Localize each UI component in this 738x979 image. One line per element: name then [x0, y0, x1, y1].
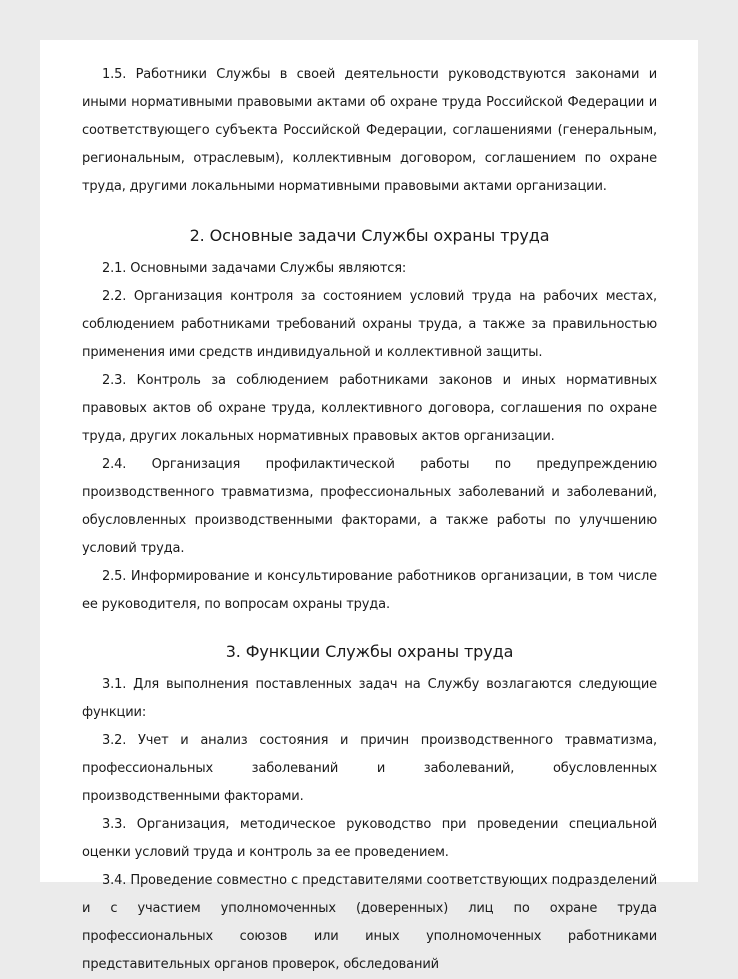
- paragraph-3-3: 3.3. Организация, методическое руководство при проведении специальной оценки условий труда и контроль за ее проведением.: [82, 817, 657, 860]
- section-3-title: 3. Функции Службы охраны труда: [225, 642, 514, 661]
- paragraph-2-5: 2.5. Информирование и консультирование работников организации, в том числе ее руководителя, по вопросам охраны труда.: [82, 569, 657, 612]
- paragraph-3-4: 3.4. Проведение совместно с представителями соответствующих подразделений и с участием уполномоченных (доверенных) лиц по охране труда профессиональных союзов или иных уполномоченных работниками представительных органов проверок, обследований: [82, 873, 657, 972]
- paragraph-3-2: 3.2. Учет и анализ состояния и причин производственного травматизма, профессиональных заболеваний и заболеваний, обусловленных производственными факторами.: [82, 733, 657, 804]
- paragraph-2-3: 2.3. Контроль за соблюдением работниками законов и иных нормативных правовых актов об охране труда, коллективного договора, соглашения по охране труда, других локальных нормативных правовых актов организации.: [82, 373, 657, 444]
- paragraph-1-5: 1.5. Работники Службы в своей деятельности руководствуются законами и иными нормативными правовыми актами об охране труда Российской Федерации и соответствующего субъекта Российской Федерации, соглашениями (генеральным, региональным, отраслевым), коллективным договором, соглашением по охране труда, другими локальными нормативными правовыми актами организации.: [82, 67, 657, 194]
- section-2-title: 2. Основные задачи Службы охраны труда: [189, 226, 550, 245]
- paragraph-2-1: 2.1. Основными задачами Службы являются:: [102, 261, 407, 276]
- paragraph-2-4: 2.4. Организация профилактической работы по предупреждению производственного травматизма, профессиональных заболеваний и заболеваний, обусловленных производственными факторами, а также работы по улучшению условий труда.: [82, 457, 657, 556]
- paragraph-2-2: 2.2. Организация контроля за состоянием условий труда на рабочих местах, соблюдением работниками требований охраны труда, а также за правильностью применения ими средств индивидуальной и коллективной защиты.: [82, 289, 657, 360]
- paragraph-3-1: 3.1. Для выполнения поставленных задач на Службу возлагаются следующие функции:: [82, 677, 657, 720]
- document-page: [40, 40, 698, 972]
